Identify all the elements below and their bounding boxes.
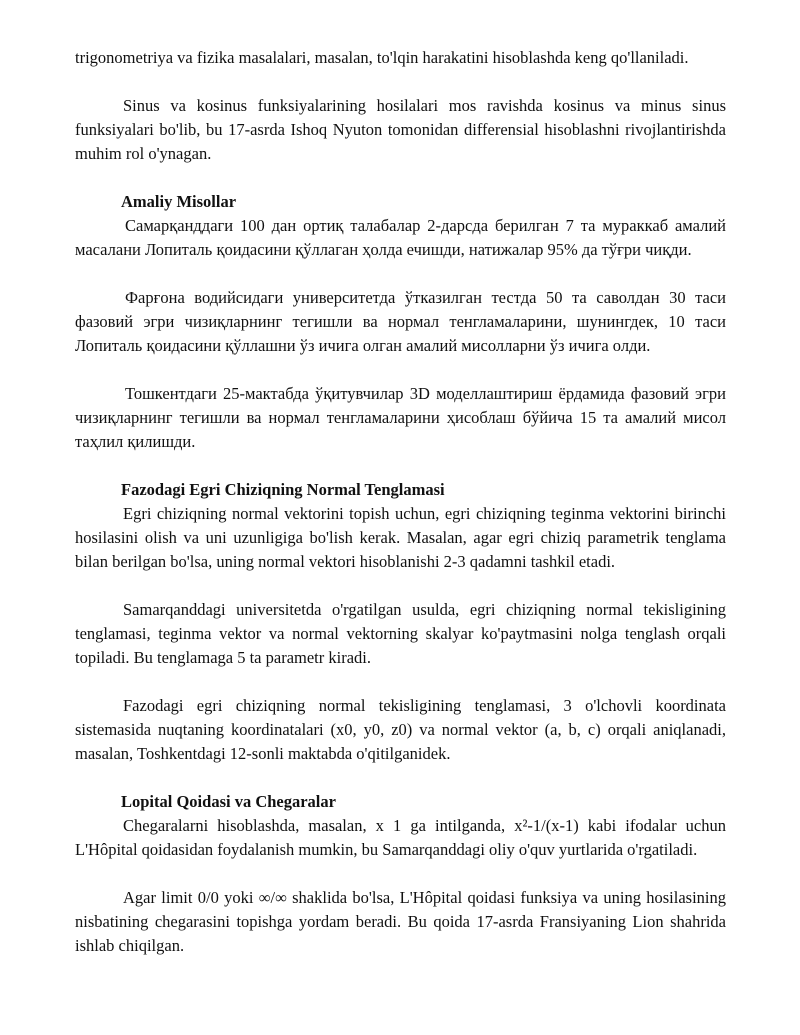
paragraph-continuation: trigonometriya va fizika masalalari, masalan, to'lqin harakatini hisoblashda keng qo'llaniladi. bbox=[75, 48, 689, 67]
paragraph-toshkent-example: Тошкентдаги 25-мактабда ўқитувчилар 3D моделлаштириш ёрдамида фазовий эгри чизиқларнинг тегишли ва нормал тенгламаларини ҳисоблаш бўйича 15 та амалий мисол таҳлил қилишди. bbox=[75, 384, 726, 451]
paragraph-normal-plane: Samarqanddagi universitetda o'rgatilgan usulda, egri chiziqning normal tekisligining tenglamasi, teginma vektor va normal vektorning skalyar ko'paytmasini nolga tenglash orqali topiladi. Bu tenglamaga 5 ta parametr kiradi. bbox=[75, 600, 726, 667]
paragraph-limits: Chegaralarni hisoblashda, masalan, x 1 ga intilganda, x²-1/(x-1) kabi ifodalar uchun L'Hôpital qoidasidan foydalanish mumkin, bu Samarqanddagi oliy o'quv yurtlarida o'rgatiladi. bbox=[75, 816, 726, 859]
paragraph-sinus-kosinus: Sinus va kosinus funksiyalarining hosilalari mos ravishda kosinus va minus sinus funksiyalari bo'lib, bu 17-asrda Ishoq Nyuton tomonidan differensial hisoblashni rivojlantirishda muhim rol o'ynagan. bbox=[75, 96, 726, 163]
paragraph-normal-vector: Egri chiziqning normal vektorini topish uchun, egri chiziqning teginma vektorini birinchi hosilasini olish va uni uzunligiga bo'lish kerak. Masalan, agar egri chiziq parametrik tenglama bilan berilgan bo'lsa, uning normal vektori hisoblanishi 2-3 qadamni tashkil etadi. bbox=[75, 504, 726, 571]
heading-lopital: Lopital Qoidasi va Chegaralar bbox=[121, 792, 336, 811]
paragraph-samarqand-example: Самарқанддаги 100 дан ортиқ талабалар 2-дарсда берилган 7 та мураккаб амалий масалани Лопиталь қоидасини қўллаган ҳолда ечишди, натижалар 95% да тўғри чиқди. bbox=[75, 216, 726, 259]
heading-amaliy-misollar: Amaliy Misollar bbox=[121, 192, 237, 211]
document-body bbox=[75, 46, 726, 958]
heading-normal-tenglama: Fazodagi Egri Chiziqning Normal Tenglamasi bbox=[121, 480, 445, 499]
paragraph-fargona-example: Фарғона водийсидаги университетда ўтказилган тестда 50 та саволдан 30 таси фазовий эгри чизиқларнинг тегишли ва нормал тенгламаларини, шунингдек, 10 таси Лопиталь қоидасини қўллашни ўз ичига олган амалий мисолларни ўз ичига олди. bbox=[75, 288, 726, 355]
paragraph-lhopital-rule: Agar limit 0/0 yoki ∞/∞ shaklida bo'lsa, L'Hôpital qoidasi funksiya va uning hosilasining nisbatining chegarasini topishga yordam beradi. Bu qoida 17-asrda Fransiyaning Lion shahrida ishlab chiqilgan. bbox=[75, 888, 726, 955]
paragraph-coordinates: Fazodagi egri chiziqning normal tekisligining tenglamasi, 3 o'lchovli koordinata sistemasida nuqtaning koordinatalari (x0, y0, z0) va normal vektor (a, b, c) orqali aniqlanadi, masalan, Toshkentdagi 12-sonli maktabda o'qitilganidek. bbox=[75, 696, 726, 763]
